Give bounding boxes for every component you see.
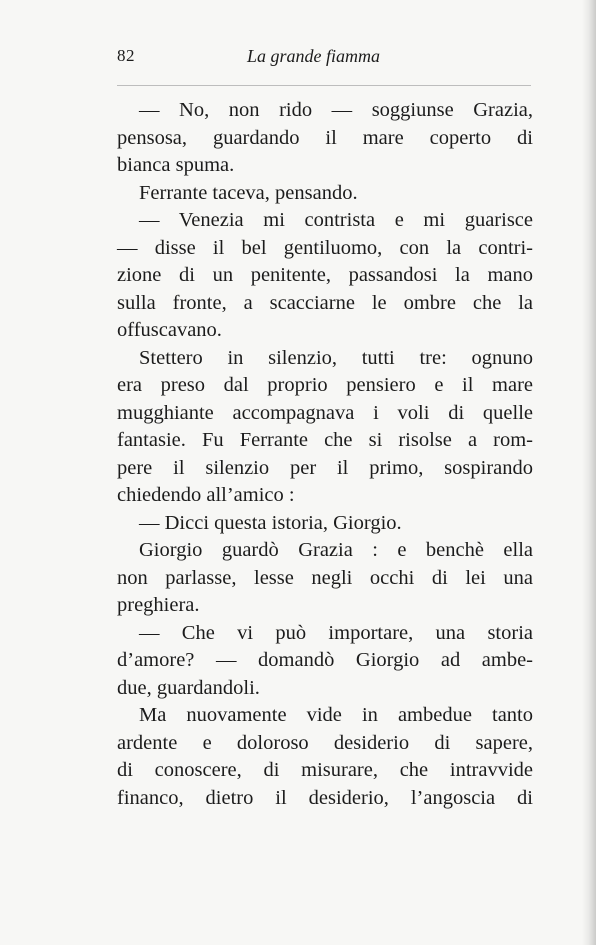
text-line: Stettero in silenzio, tutti tre: ognuno [139,346,533,369]
page-edge-shadow [582,0,596,945]
text-line: — disse il bel gentiluomo, con la contri- [117,236,533,259]
text-line: Giorgio guardò Grazia : e benchè ella [139,539,533,561]
page-header [117,46,531,74]
text-line: ardente e doloroso desiderio di sapere, [117,731,533,754]
text-line: sulla fronte, a scacciarne le ombre che la [117,291,533,314]
text-line: bianca spuma. [117,154,235,176]
text-line: mugghiante accompagnava i voli di quelle [117,401,533,424]
text-line: era preso dal proprio pensiero e il mare [117,374,533,396]
body-text [117,97,533,812]
text-line: — Dicci questa istoria, Giorgio. [139,511,402,534]
text-line: offuscavano. [117,319,222,341]
text-line: preghiera. [117,594,200,616]
text-line: due, guardandoli. [117,676,260,699]
text-line: Ferrante taceva, pensando. [139,181,358,204]
text-line: d’amore? — domandò Giorgio ad ambe- [117,649,533,671]
text-line: zione di un penitente, passandosi la mano [117,264,533,286]
running-title: La grande fiamma [247,46,381,66]
text-line: chiedendo all’amico : [117,484,295,506]
text-line: di conoscere, di misurare, che intravvide [117,759,533,781]
header-rule [117,85,531,86]
page-number: 82 [117,46,135,65]
text-line: non parlasse, lesse negli occhi di lei una [117,566,533,589]
text-line: — Venezia mi contrista e mi guarisce [139,209,533,231]
text-line: pensosa, guardando il mare coperto di [117,126,533,149]
text-line: — Che vi può importare, una storia [139,621,533,644]
text-line: financo, dietro il desiderio, l’angoscia di [117,786,533,809]
text-line: pere il silenzio per il primo, sospirando [117,456,533,479]
text-line: Ma nuovamente vide in ambedue tanto [139,704,533,726]
text-line: fantasie. Fu Ferrante che si risolse a rom- [117,429,533,451]
text-line: — No, non rido — soggiunse Grazia, [139,99,533,121]
